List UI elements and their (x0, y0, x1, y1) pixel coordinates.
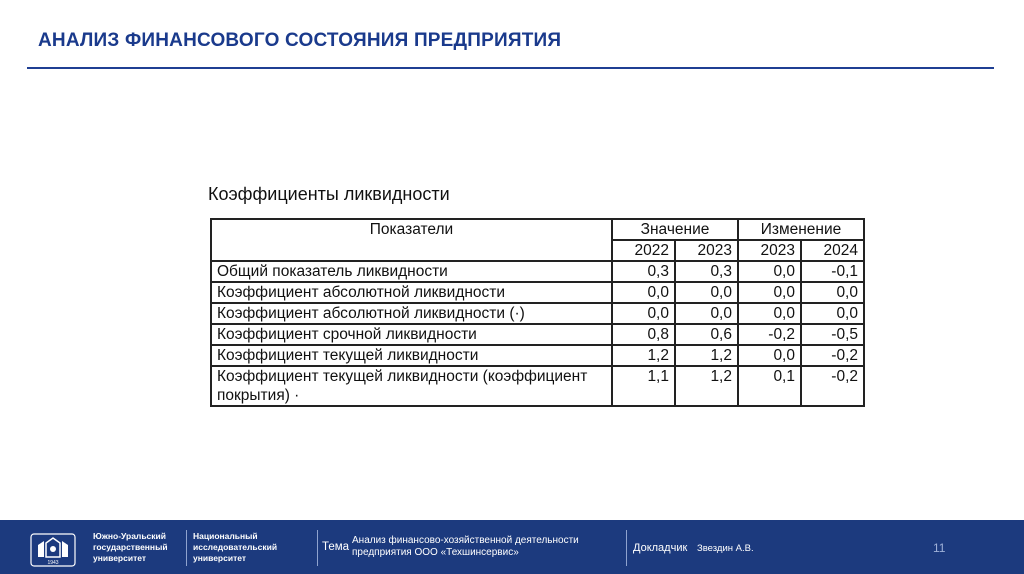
value-2023: 0,0 (675, 282, 738, 303)
change-2024: -0,2 (801, 366, 864, 406)
table-row (211, 261, 864, 282)
year-cell: 2024 (801, 240, 864, 261)
row-name: Общий показатель ликвидности (211, 261, 612, 282)
table-row (211, 345, 864, 366)
value-2023: 1,2 (675, 345, 738, 366)
speaker-label: Докладчик (633, 542, 688, 554)
change-2023: -0,2 (738, 324, 801, 345)
table-header-row (211, 219, 864, 240)
table-row (211, 303, 864, 324)
header-indicator: Показатели (211, 219, 612, 261)
row-name: Коэффициент текущей ликвидности (211, 345, 612, 366)
value-2022: 1,1 (612, 366, 675, 406)
university-logo-icon (30, 533, 76, 567)
university-name: Южно-Уральский государственный университет (93, 531, 168, 563)
footer-divider (186, 530, 187, 566)
row-name: Коэффициент срочной ликвидности (211, 324, 612, 345)
value-2022: 1,2 (612, 345, 675, 366)
row-name: Коэффициент абсолютной ликвидности (211, 282, 612, 303)
header-value: Значение (612, 219, 738, 240)
footer-bar (0, 520, 1024, 574)
header-change: Изменение (738, 219, 864, 240)
table-row (211, 282, 864, 303)
footer-divider (317, 530, 318, 566)
change-2024: 0,0 (801, 282, 864, 303)
table-caption: Коэффициенты ликвидности (208, 184, 450, 204)
liquidity-table (210, 218, 865, 407)
slide-title: АНАЛИЗ ФИНАНСОВОГО СОСТОЯНИЯ ПРЕДПРИЯТИЯ (38, 30, 562, 51)
footer-divider (626, 530, 627, 566)
year-cell: 2022 (612, 240, 675, 261)
year-cell: 2023 (675, 240, 738, 261)
page-number: 11 (933, 541, 946, 555)
year-cell: 2023 (738, 240, 801, 261)
value-2023: 1,2 (675, 366, 738, 406)
value-2023: 0,0 (675, 303, 738, 324)
change-2024: -0,2 (801, 345, 864, 366)
value-2022: 0,3 (612, 261, 675, 282)
change-2023: 0,0 (738, 282, 801, 303)
value-2023: 0,3 (675, 261, 738, 282)
row-name: Коэффициент абсолютной ликвидности (·) (211, 303, 612, 324)
value-2022: 0,0 (612, 303, 675, 324)
value-2022: 0,0 (612, 282, 675, 303)
change-2024: -0,5 (801, 324, 864, 345)
speaker-name: Звездин А.В. (697, 543, 754, 554)
change-2023: 0,0 (738, 261, 801, 282)
logo-year: 1943 (47, 560, 59, 566)
table-row (211, 324, 864, 345)
change-2024: 0,0 (801, 303, 864, 324)
title-divider (27, 67, 994, 69)
topic-label: Тема (322, 541, 350, 553)
value-2022: 0,8 (612, 324, 675, 345)
value-2023: 0,6 (675, 324, 738, 345)
change-2023: 0,1 (738, 366, 801, 406)
row-name: Коэффициент текущей ликвидности (коэффициент покрытия) · (211, 366, 612, 406)
university-tagline: Национальный исследовательский университет (193, 531, 278, 563)
change-2023: 0,0 (738, 303, 801, 324)
table-row (211, 366, 864, 406)
change-2024: -0,1 (801, 261, 864, 282)
change-2023: 0,0 (738, 345, 801, 366)
topic-text: Анализ финансово-хозяйственной деятельности предприятия ООО «Техшинсервис» (352, 535, 579, 558)
